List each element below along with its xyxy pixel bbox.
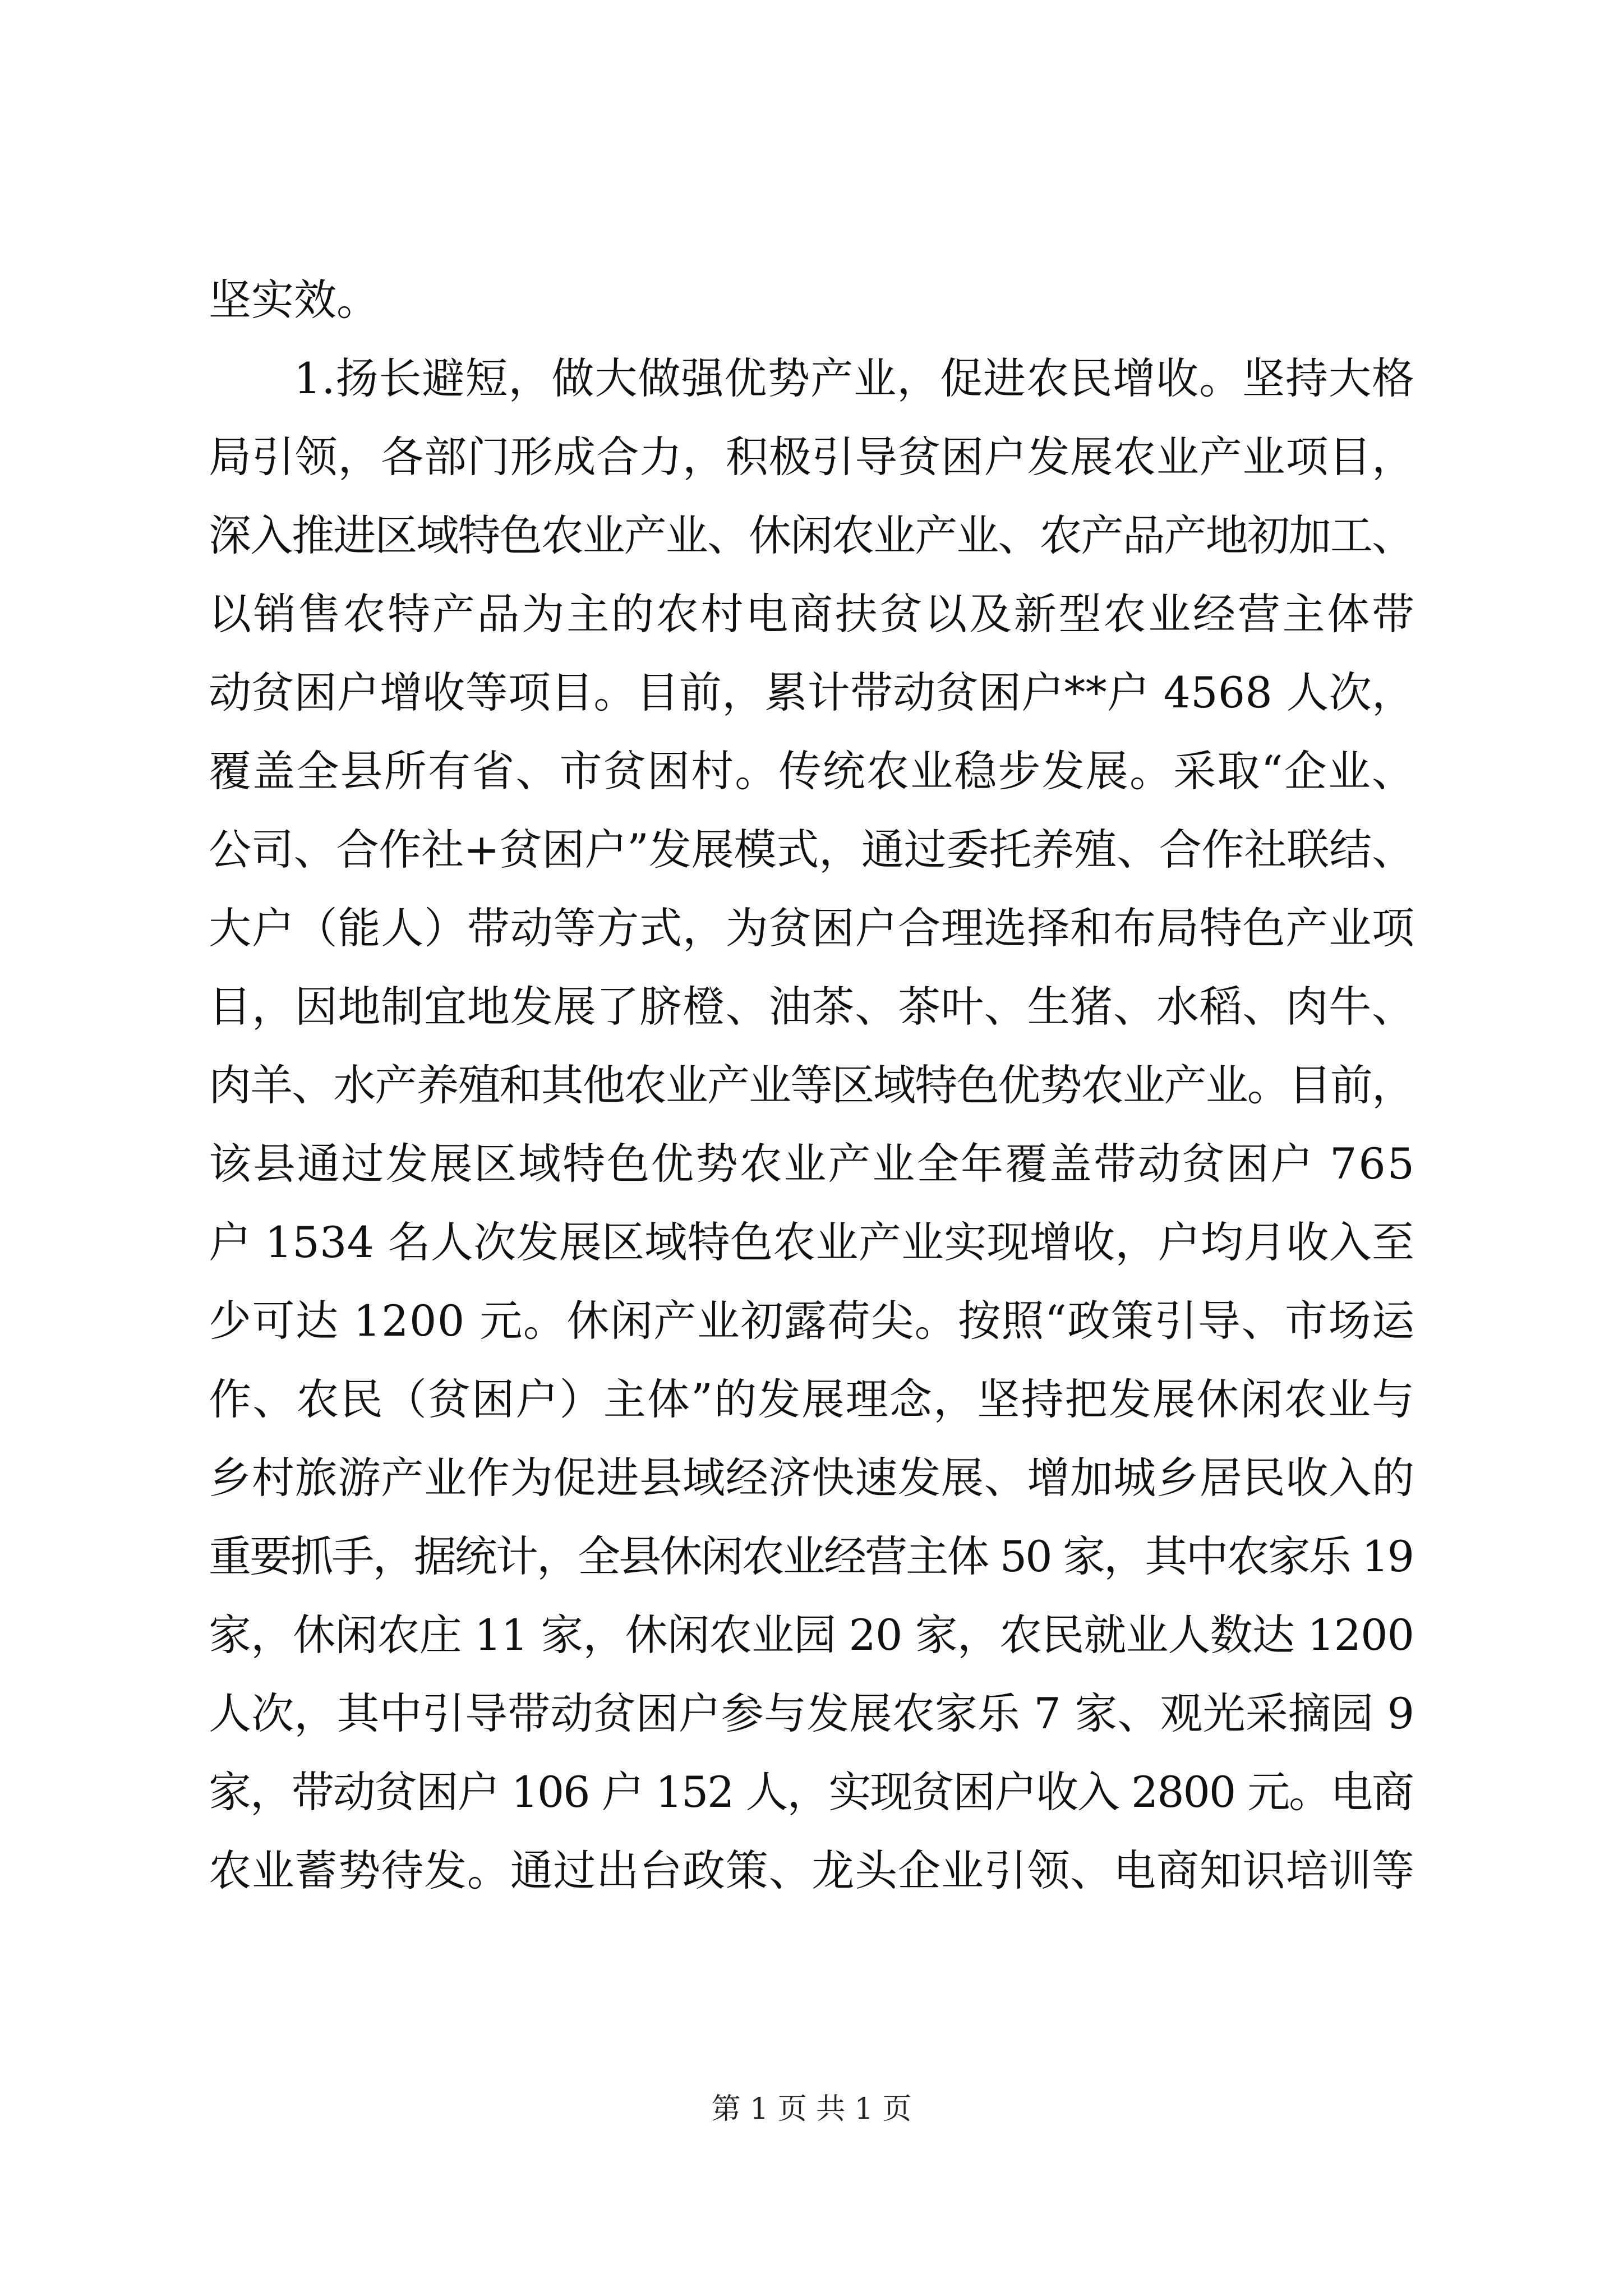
text-line: 肉羊、水产养殖和其他农业产业等区域特色优势农业产业。目前，	[209, 1060, 1414, 1110]
text-line: 1.扬长避短，做大做强优势产业，促进农民增收。坚持大格	[294, 353, 1415, 403]
body-text	[209, 261, 1417, 1910]
text-line: 局引领，各部门形成合力，积极引导贫困户发展农业产业项目，	[209, 432, 1415, 482]
page-number-footer	[0, 2087, 1623, 2132]
text-line: 农业蓄势待发。通过出台政策、龙头企业引领、电商知识培训等	[209, 1846, 1415, 1895]
text-line: 该县通过发展区域特色优势农业产业全年覆盖带动贫困户 765	[209, 1139, 1416, 1189]
text-line: 深入推进区域特色农业产业、休闲农业产业、农产品产地初加工、	[209, 510, 1414, 560]
text-line: 大户（能人）带动等方式，为贫困户合理选择和布局特色产业项	[209, 903, 1415, 953]
text-line: 重要抓手，据统计，全县休闲农业经营主体 50 家，其中农家乐 19	[209, 1531, 1413, 1581]
text-line: 以销售农特产品为主的农村电商扶贫以及新型农业经营主体带	[209, 589, 1417, 639]
text-line: 人次，其中引导带动贫困户参与发展农家乐 7 家、观光采摘园 9	[209, 1688, 1415, 1738]
page-number-label: 第 1 页 共 1 页	[711, 2092, 912, 2126]
text-line: 家，休闲农庄 11 家，休闲农业园 20 家，农民就业人数达 1200	[209, 1610, 1414, 1660]
text-line: 公司、合作社+贫困户”发展模式，通过委托养殖、合作社联结、	[209, 825, 1414, 875]
text-line: 家，带动贫困户 106 户 152 人，实现贫困户收入 2800 元。电商	[209, 1767, 1413, 1817]
text-line: 动贫困户增收等项目。目前，累计带动贫困户**户 4568 人次，	[209, 668, 1415, 717]
text-line: 乡村旅游产业作为促进县域经济快速发展、增加城乡居民收入的	[209, 1453, 1415, 1503]
text-line: 覆盖全县所有省、市贫困村。传统农业稳步发展。采取“企业、	[209, 746, 1416, 796]
text-line: 目，因地制宜地发展了脐橙、油茶、茶叶、生猪、水稻、肉牛、	[209, 982, 1415, 1032]
text-line: 户 1534 名人次发展区域特色农业产业实现增收，户均月收入至	[209, 1217, 1415, 1267]
text-line: 作、农民（贫困户）主体”的发展理念，坚持把发展休闲农业与	[209, 1374, 1416, 1424]
text-line: 少可达 1200 元。休闲产业初露荷尖。按照“政策引导、市场运	[209, 1296, 1415, 1346]
text-line: 坚实效。	[209, 275, 379, 325]
